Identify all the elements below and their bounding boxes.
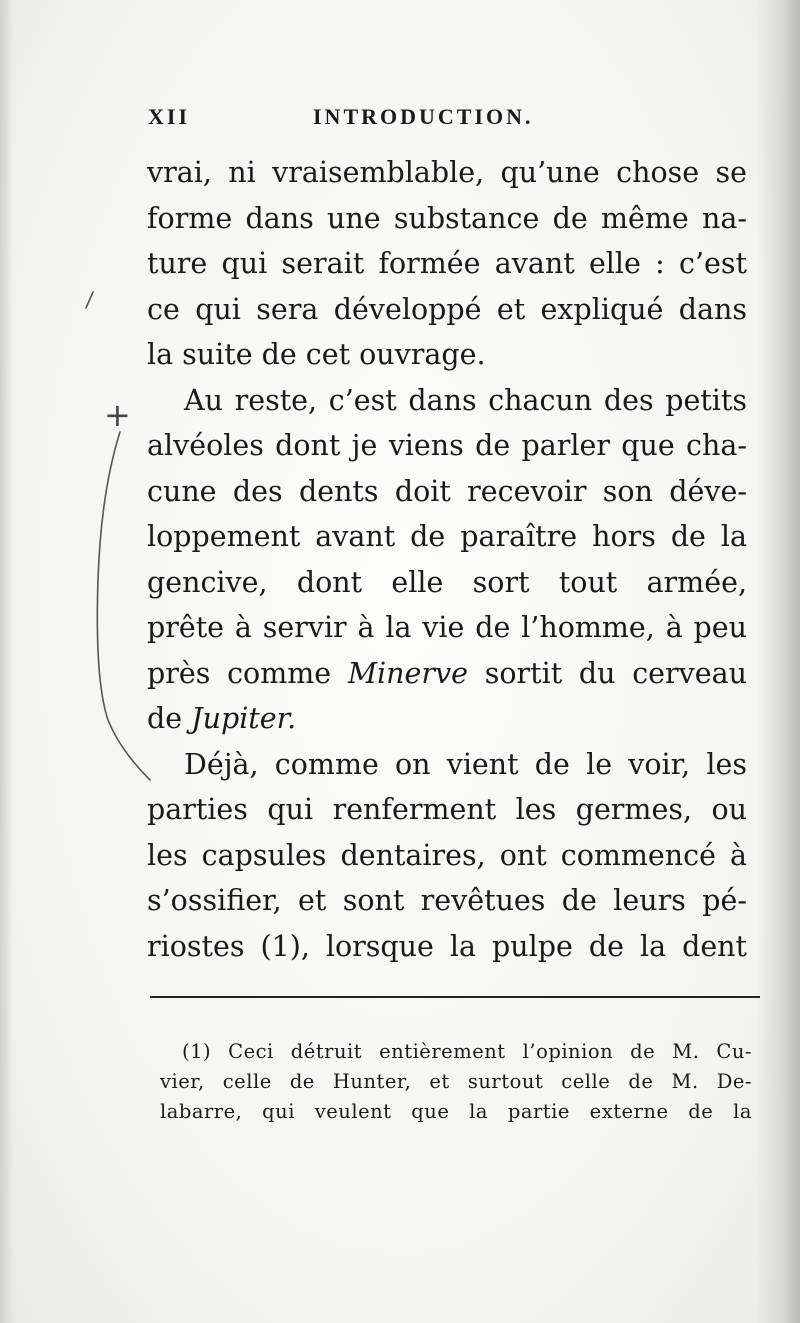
text-segment: sortit du cerveau [467,656,747,690]
text-line: loppement avant de paraître hors de la [147,520,747,553]
margin-cross-mark: + [104,396,131,434]
page-header [148,104,748,138]
italic-name-jupiter: Jupiter. [191,702,297,735]
text-line-with-italic [147,696,747,742]
text-line: Déjà, comme on vient de le voir, les [184,747,747,781]
footnote-separator-rule [150,996,760,998]
text-line: la suite de cet ouvrage. [147,338,486,371]
text-line: les capsules dentaires, ont commencé à [147,838,747,872]
text-line: ture qui serait formée avant elle : c’est [147,247,747,280]
text-line: ce qui sera développé et expliqué dans [147,292,747,326]
text-line: cune des dents doit recevoir son déve- [147,474,747,508]
footnote-line: labarre, qui veulent que la partie externe de la [160,1100,752,1123]
margin-bracket-line [97,432,150,780]
page-edge-shadow-left [0,0,14,1323]
text-line: vrai, ni vraisemblable, qu’une chose se [147,156,747,189]
page-edge-shadow-right [756,0,800,1323]
text-line: parties qui renferment les germes, ou [147,793,747,826]
text-line-with-italic [147,651,747,697]
footnote-line: vier, celle de Hunter, et surtout celle de M. De- [160,1070,752,1093]
footnote-line: (1) Ceci détruit entièrement l’opinion de M. Cu- [182,1040,752,1063]
text-line: forme dans une substance de même na- [147,201,747,235]
margin-tick-mark [86,292,93,308]
text-line: Au reste, c’est dans chacun des petits [184,383,747,417]
text-line: riostes (1), lorsque la pulpe de la dent [147,929,747,963]
text-line: s’ossifier, et sont revêtues de leurs pé- [147,884,747,917]
text-line: alvéoles dont je viens de parler que cha- [147,429,747,462]
text-segment: de [147,702,192,735]
main-text [147,150,747,969]
italic-name-minerve: Minerve [347,656,468,690]
text-line: gencive, dont elle sort tout armée, [147,565,747,599]
text-line: prête à servir à la vie de l’homme, à peu [147,611,747,644]
page-number: XII [148,104,191,129]
running-title: INTRODUCTION. [313,104,534,129]
footnote [160,1037,752,1127]
text-segment: près comme [147,656,348,690]
